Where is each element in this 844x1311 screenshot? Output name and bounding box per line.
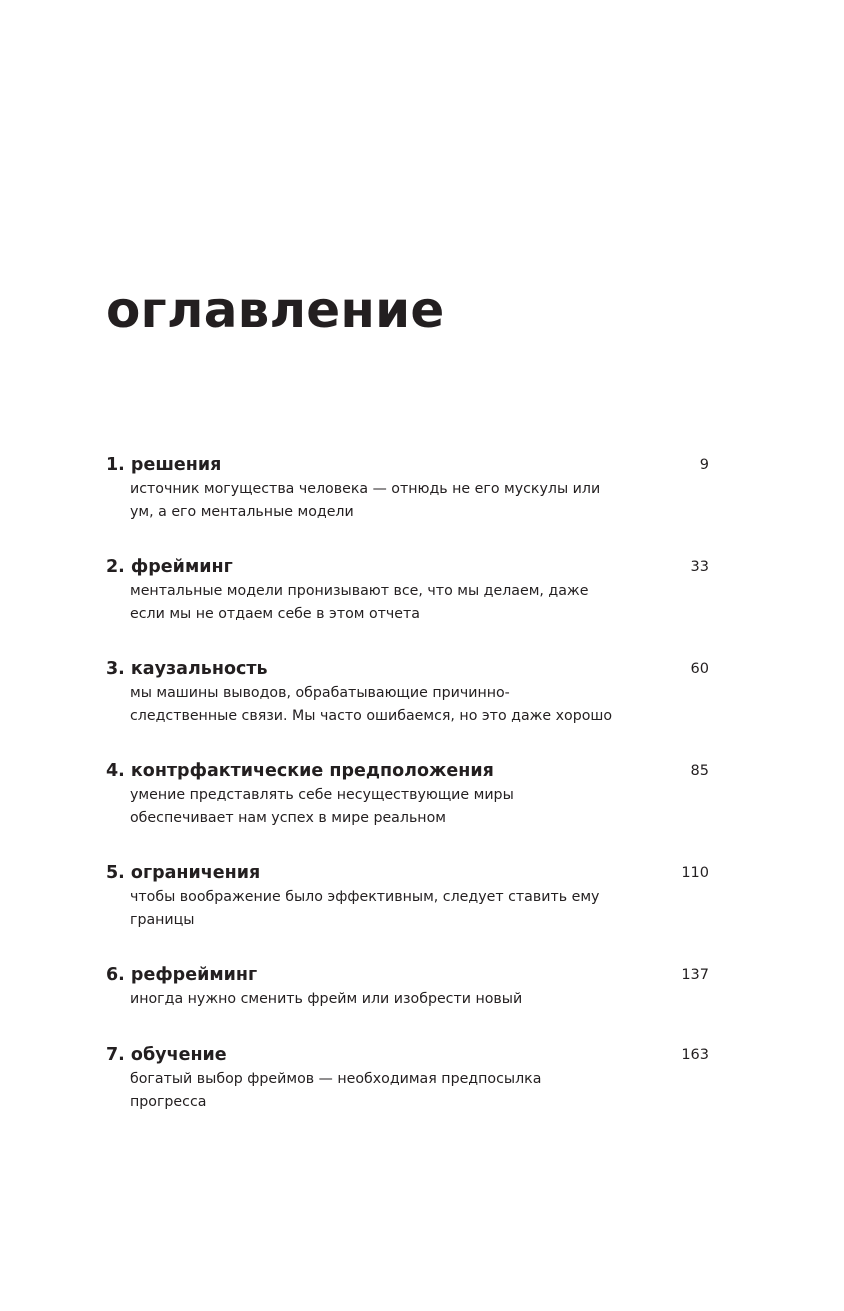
toc-entry-title: 7. обучение [106, 1045, 227, 1065]
toc-entry-reframing[interactable] [106, 962, 709, 1042]
toc-entry-description [130, 580, 675, 626]
description-line: ум, а его ментальные модели [130, 504, 354, 520]
toc-entry-description [130, 886, 675, 932]
description-line: богатый выбор фреймов — необходимая предпосылка [130, 1071, 542, 1087]
description-line: следственные связи. Мы часто ошибаемся, но это даже хорошо [130, 708, 613, 724]
toc-entry-title: 6. рефрейминг [106, 965, 258, 985]
toc-entry-description [130, 682, 675, 728]
toc-entry-description [130, 478, 675, 524]
description-line: обеспечивает нам успех в мире реальном [130, 810, 446, 826]
description-line: иногда нужно сменить фрейм или изобрести новый [130, 991, 523, 1007]
toc-entry-framing[interactable] [106, 554, 709, 656]
toc-entry-page-number: 60 [690, 661, 709, 677]
toc-entry-page-number: 110 [681, 865, 709, 881]
toc-entry-page-number: 163 [681, 1047, 709, 1063]
description-line: мы машины выводов, обрабатывающие причинно- [130, 685, 510, 701]
toc-entry-description [130, 988, 675, 1011]
toc-entry-constraints[interactable] [106, 860, 709, 962]
description-line: источник могущества человека — отнюдь не его мускулы или [130, 481, 601, 497]
toc-entry-page-number: 33 [690, 559, 709, 575]
toc-entry-page-number: 137 [681, 967, 709, 983]
toc-entry-description [130, 784, 675, 830]
description-line: умение представлять себе несуществующие миры [130, 787, 514, 803]
toc-entry-page-number: 85 [690, 763, 709, 779]
toc-entry-causality[interactable] [106, 656, 709, 758]
toc-entry-decisions[interactable] [106, 452, 709, 554]
toc-entry-learning[interactable] [106, 1042, 709, 1144]
toc-entry-title: 3. каузальность [106, 659, 268, 679]
description-line: ментальные модели пронизывают все, что мы делаем, даже [130, 583, 589, 599]
toc-entry-title: 5. ограничения [106, 863, 261, 883]
toc-entry-title: 4. контрфактические предположения [106, 761, 494, 781]
toc-entry-page-number: 9 [699, 457, 709, 473]
page-title: оглавление [106, 281, 445, 339]
toc-entry-description [130, 1068, 675, 1114]
description-line: прогресса [130, 1094, 207, 1110]
description-line: если мы не отдаем себе в этом отчета [130, 606, 420, 622]
toc-entry-title: 1. решения [106, 455, 222, 475]
description-line: границы [130, 912, 195, 928]
description-line: чтобы воображение было эффективным, следует ставить ему [130, 889, 600, 905]
table-of-contents [106, 452, 709, 1144]
toc-entry-counterfactuals[interactable] [106, 758, 709, 860]
toc-entry-title: 2. фрейминг [106, 557, 233, 577]
